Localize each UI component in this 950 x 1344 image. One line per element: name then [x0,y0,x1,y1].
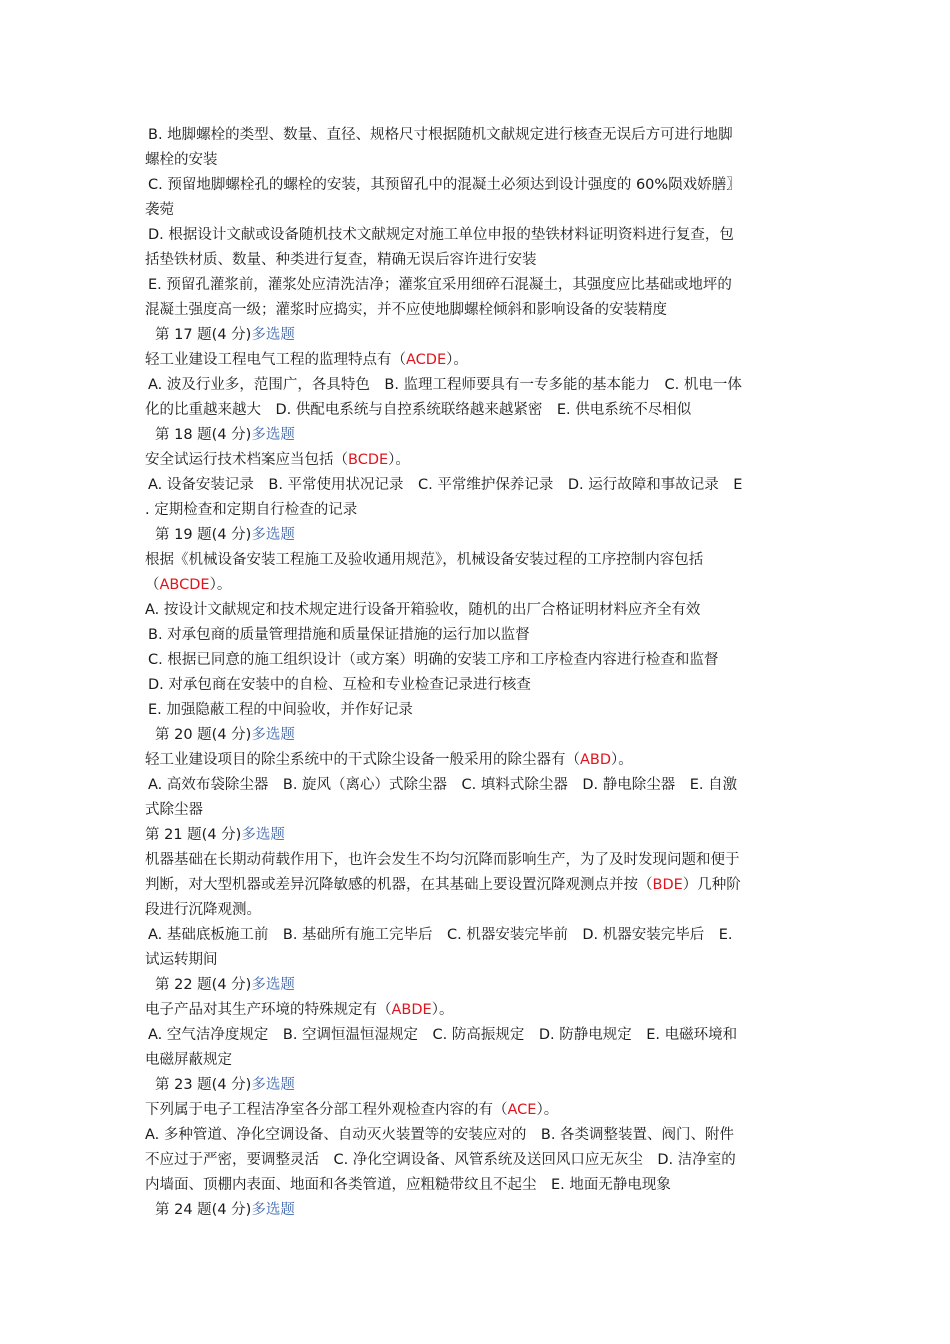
question-23-stem [145,1098,810,1123]
answer-key: BDE [652,877,683,893]
question-type-link[interactable]: 多选题 [251,427,295,443]
answer-key: ABD [580,752,612,768]
question-type-link[interactable]: 多选题 [251,1202,295,1218]
question-number: 第 20 题(4 分) [155,727,252,743]
question-19-option-b: B. 对承包商的质量管理措施和质量保证措施的运行加以监督 [148,627,530,643]
question-17-header [145,323,810,348]
question-20-stem [145,748,810,773]
question-19-option-e: E. 加强隐蔽工程的中间验收，并作好记录 [148,702,413,718]
question-number: 第 22 题(4 分) [155,977,252,993]
question-type-link[interactable]: 多选题 [251,327,295,343]
question-type-link[interactable]: 多选题 [251,1077,295,1093]
stem-text-end: ）。 [611,752,633,768]
question-19-option-d: D. 对承包商在安装中的自检、互检和专业检查记录进行核查 [148,677,531,693]
question-number: 第 24 题(4 分) [155,1202,252,1218]
option-d-line-2: 括垫铁材质、数量、种类进行复查，精确无误后容许进行安装 [145,252,537,268]
stem-text: 判断，对大型机器或差异沉降敏感的机器，在其基础上要设置沉降观测点并按（ [145,877,653,893]
question-18-header [145,423,810,448]
answer-key: BCDE [348,452,389,468]
question-type-link[interactable]: 多选题 [251,977,295,993]
answer-key: ACDE [406,352,447,368]
option-c-line-1: C. 预留地脚螺栓孔的螺栓的安装，其预留孔中的混凝土必须达到设计强度的 60%陨戏娇膳〗 [148,177,741,193]
question-21-stem-line-3: 段进行沉降观测。 [145,902,261,918]
document-body [145,123,810,1223]
answer-key: ABDE [391,1002,432,1018]
stem-text: 下列属于电子工程洁净室各分部工程外观检查内容的有（ [145,1102,508,1118]
stem-text-end: ）。 [209,577,232,593]
question-23-header [145,1073,810,1098]
question-type-link[interactable]: 多选题 [251,727,295,743]
question-24-header [145,1198,810,1223]
question-20-header [145,723,810,748]
question-17-options-line-2: 化的比重越来越大 D. 供配电系统与自控系统联络越来越紧密 E. 供电系统不尽相似 [145,402,692,418]
question-23-options-line-2: 不应过于严密，要调整灵活 C. 净化空调设备、风管系统及送回风口应无灰尘 D. 洁净室的 [145,1152,736,1168]
question-19-header [145,523,810,548]
question-22-stem [145,998,810,1023]
stem-text: （ [145,577,160,593]
question-21-options-line-2: 试运转期间 [145,952,218,968]
question-19-option-a: A. 按设计文献规定和技术规定进行设备开箱验收，随机的出厂合格证明材料应齐全有效 [145,602,701,618]
question-number: 第 19 题(4 分) [155,527,252,543]
question-type-link[interactable]: 多选题 [241,827,285,843]
question-23-options-line-1: A. 多种管道、净化空调设备、自动灭火装置等的安装应对的 B. 各类调整装置、阀门、附件 [145,1127,735,1143]
option-b-line-1: B. 地脚螺栓的类型、数量、直径、规格尺寸根据随机文献规定进行核查无误后方可进行地脚 [148,127,733,143]
question-23-options-line-3: 内墙面、顶棚内表面、地面和各类管道，应粗糙带纹且不起尘 E. 地面无静电现象 [145,1177,671,1193]
option-b-line-2: 螺栓的安装 [145,152,218,168]
question-number: 第 17 题(4 分) [155,327,252,343]
stem-text: 轻工业建设工程电气工程的监理特点有（ [145,352,406,368]
question-18-options-line-2: . 定期检查和定期自行检查的记录 [145,502,358,518]
stem-text-end: ）。 [388,452,410,468]
answer-key: ACE [507,1102,537,1118]
stem-text-end: ）。 [536,1102,559,1118]
question-22-options-line-1: A. 空气洁净度规定 B. 空调恒温恒湿规定 C. 防高振规定 D. 防静电规定 E. 电磁环境和 [148,1027,738,1043]
question-19-stem-line-2 [145,573,810,598]
option-d-line-1: D. 根据设计文献或设备随机技术文献规定对施工单位申报的垫铁材料证明资料进行复查，包 [148,227,734,243]
question-number: 第 21 题(4 分) [145,827,242,843]
question-19-stem-line-1: 根据《机械设备安装工程施工及验收通用规范》，机械设备安装过程的工序控制内容包括 [145,552,704,568]
option-c-line-2: 袭菀 [145,202,174,218]
question-22-header [145,973,810,998]
stem-text: 轻工业建设项目的除尘系统中的干式除尘设备一般采用的除尘器有（ [145,752,580,768]
question-17-stem [145,348,810,373]
question-17-options-line-1: A. 波及行业多，范围广，各具特色 B. 监理工程师要具有一专多能的基本能力 C. 机电一体 [148,377,742,393]
answer-key: ABCDE [159,577,210,593]
stem-text: 安全试运行技术档案应当包括（ [145,452,348,468]
question-21-header [145,823,810,848]
question-type-link[interactable]: 多选题 [251,527,295,543]
question-number: 第 18 题(4 分) [155,427,252,443]
option-e-line-2: 混凝土强度高一级；灌浆时应捣实，并不应使地脚螺栓倾斜和影响设备的安装精度 [145,302,667,318]
stem-text-end: ）。 [446,352,468,368]
question-21-stem-line-2 [145,873,810,898]
question-22-options-line-2: 电磁屏蔽规定 [145,1052,232,1068]
stem-text: 电子产品对其生产环境的特殊规定有（ [145,1002,392,1018]
question-21-options-line-1: A. 基础底板施工前 B. 基础所有施工完毕后 C. 机器安装完毕前 D. 机器安装完毕后 E. [148,927,733,943]
stem-text-end: ）。 [431,1002,454,1018]
option-e-line-1: E. 预留孔灌浆前，灌浆处应清洗洁净；灌浆宜采用细碎石混凝土，其强度应比基础或地坪的 [148,277,732,293]
question-18-stem [145,448,810,473]
question-20-options-line-1: A. 高效布袋除尘器 B. 旋风（离心）式除尘器 C. 填料式除尘器 D. 静电除尘器 E. 自激 [148,777,738,793]
stem-text-end: ）几种阶 [682,877,741,893]
question-number: 第 23 题(4 分) [155,1077,252,1093]
question-18-options-line-1: A. 设备安装记录 B. 平常使用状况记录 C. 平常维护保养记录 D. 运行故障和事故记录 E [148,477,743,493]
question-19-option-c: C. 根据已同意的施工组织设计（或方案）明确的安装工序和工序检查内容进行检查和监督 [148,652,719,668]
question-20-options-line-2: 式除尘器 [145,802,203,818]
question-21-stem-line-1: 机器基础在长期动荷载作用下，也许会发生不均匀沉降而影响生产，为了及时发现问题和便于 [145,852,740,868]
